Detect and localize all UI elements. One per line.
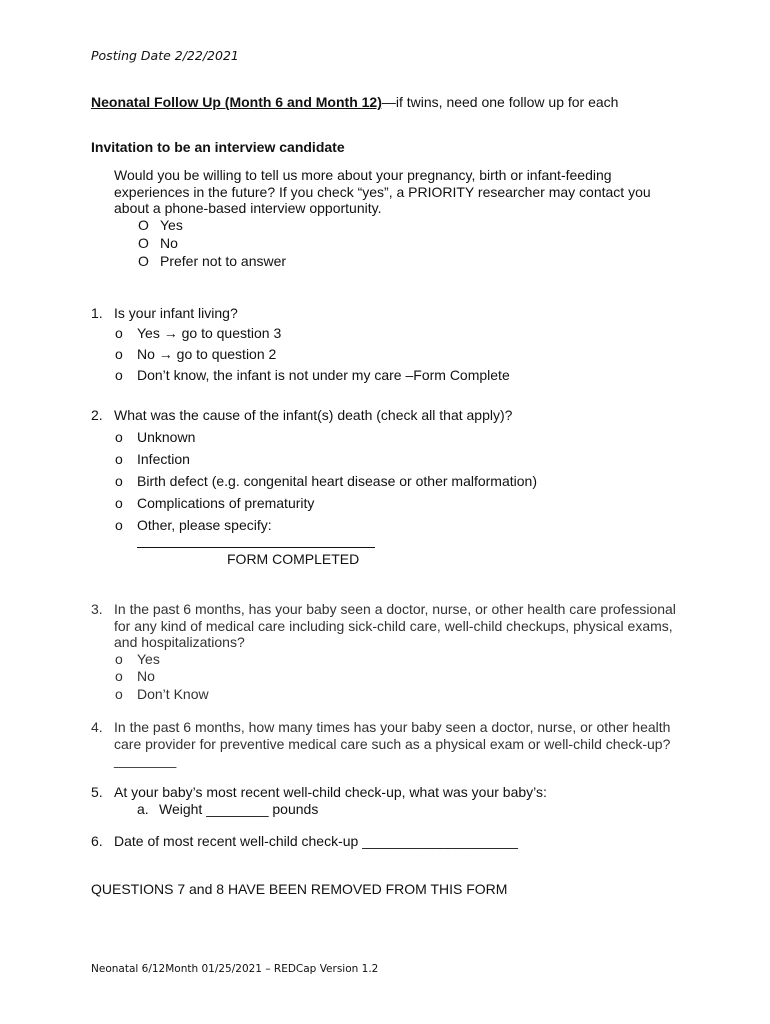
other-specify-field[interactable] xyxy=(137,535,375,548)
q1-option-dont-know[interactable] xyxy=(115,367,510,383)
option-label: Other, please specify: xyxy=(137,517,272,533)
option-label: No xyxy=(137,668,155,684)
removed-notice: QUESTIONS 7 and 8 HAVE BEEN REMOVED FROM THIS FORM xyxy=(91,881,508,897)
question-3-text: In the past 6 months, has your baby seen a doctor, nurse, or other health care professional for any kind of medical care including sick-child care, well-child checkups, physical exams, and hospitalizations? xyxy=(114,601,676,650)
q3-option-no[interactable] xyxy=(115,668,155,684)
radio-bullet-icon[interactable]: O xyxy=(138,235,149,251)
form-title: Neonatal Follow Up (Month 6 and Month 12) xyxy=(91,94,382,110)
q5-sub-item[interactable] xyxy=(137,801,318,817)
checkbox-bullet-icon[interactable]: o xyxy=(115,686,123,702)
checkbox-bullet-icon[interactable]: o xyxy=(115,651,123,667)
question-number: 4. xyxy=(91,719,103,735)
q3-option-dont-know[interactable] xyxy=(115,686,209,702)
question-1-text: Is your infant living? xyxy=(114,305,238,321)
q1-option-no[interactable] xyxy=(115,346,276,362)
question-number: 2. xyxy=(91,407,103,423)
option-label: No xyxy=(160,235,178,251)
option-label: Prefer not to answer xyxy=(160,253,287,269)
question-6-text[interactable]: Date of most recent well-child check-up ____________________ xyxy=(114,833,518,849)
question-number: 6. xyxy=(91,833,103,849)
option-label: Don’t know, the infant is not under my care –Form Complete xyxy=(137,367,510,383)
q2-option-unknown[interactable] xyxy=(115,429,195,445)
option-label: No → go to question 2 xyxy=(137,346,277,362)
q2-option-prematurity[interactable] xyxy=(115,495,314,511)
form-header xyxy=(91,94,618,110)
checkbox-bullet-icon[interactable]: o xyxy=(115,517,123,533)
checkbox-bullet-icon[interactable]: o xyxy=(115,367,123,383)
page-footer: Neonatal 6/12Month 01/25/2021 – REDCap Version 1.2 xyxy=(91,963,379,975)
invitation-text: Would you be willing to tell us more about your pregnancy, birth or infant-feeding experiences in the future? If you check “yes”, a PRIORITY researcher may contact you about a phone-based interview opportunity. xyxy=(114,167,651,216)
option-label: Yes xyxy=(137,651,160,667)
checkbox-bullet-icon[interactable]: o xyxy=(115,451,123,467)
checkbox-bullet-icon[interactable]: o xyxy=(115,429,123,445)
option-label: Yes xyxy=(160,217,183,233)
posting-date: Posting Date 2/22/2021 xyxy=(91,48,239,63)
q2-option-infection[interactable] xyxy=(115,451,190,467)
form-title-suffix: —if twins, need one follow up for each xyxy=(381,94,619,110)
question-4-text[interactable]: In the past 6 months, how many times has your baby seen a doctor, nurse, or other health care provider for preventive medical care such as a physical exam or well-child check-up?________ xyxy=(114,719,671,768)
invitation-heading: Invitation to be an interview candidate xyxy=(91,139,345,155)
q2-option-other[interactable] xyxy=(115,517,272,533)
checkbox-bullet-icon[interactable]: o xyxy=(115,346,123,362)
checkbox-bullet-icon[interactable]: o xyxy=(115,473,123,489)
question-number: 1. xyxy=(91,305,103,321)
sub-item-label: a. xyxy=(137,801,149,817)
checkbox-bullet-icon[interactable]: o xyxy=(115,325,123,341)
option-label: Yes → go to question 3 xyxy=(137,325,282,341)
checkbox-bullet-icon[interactable]: o xyxy=(115,495,123,511)
radio-bullet-icon[interactable]: O xyxy=(138,253,149,269)
checkbox-bullet-icon[interactable]: o xyxy=(115,668,123,684)
option-label: Unknown xyxy=(137,429,196,445)
q1-option-yes[interactable] xyxy=(115,325,281,341)
option-label: Birth defect (e.g. congenital heart disease or other malformation) xyxy=(137,473,537,489)
question-number: 3. xyxy=(91,601,103,617)
radio-bullet-icon[interactable]: O xyxy=(138,217,149,233)
question-number: 5. xyxy=(91,784,103,800)
weight-field[interactable]: Weight ________ pounds xyxy=(159,801,319,817)
question-5-text: At your baby’s most recent well-child check-up, what was your baby’s: xyxy=(114,784,547,800)
question-2-text: What was the cause of the infant(s) death (check all that apply)? xyxy=(114,407,513,423)
form-completed-label: FORM COMPLETED xyxy=(227,551,360,567)
q3-option-yes[interactable] xyxy=(115,651,160,667)
q2-option-birth-defect[interactable] xyxy=(115,473,537,489)
invitation-option-yes[interactable] xyxy=(138,217,183,233)
option-label: Don’t Know xyxy=(137,686,209,702)
option-label: Complications of prematurity xyxy=(137,495,315,511)
invitation-option-prefer-not[interactable] xyxy=(138,253,286,269)
option-label: Infection xyxy=(137,451,190,467)
invitation-option-no[interactable] xyxy=(138,235,178,251)
